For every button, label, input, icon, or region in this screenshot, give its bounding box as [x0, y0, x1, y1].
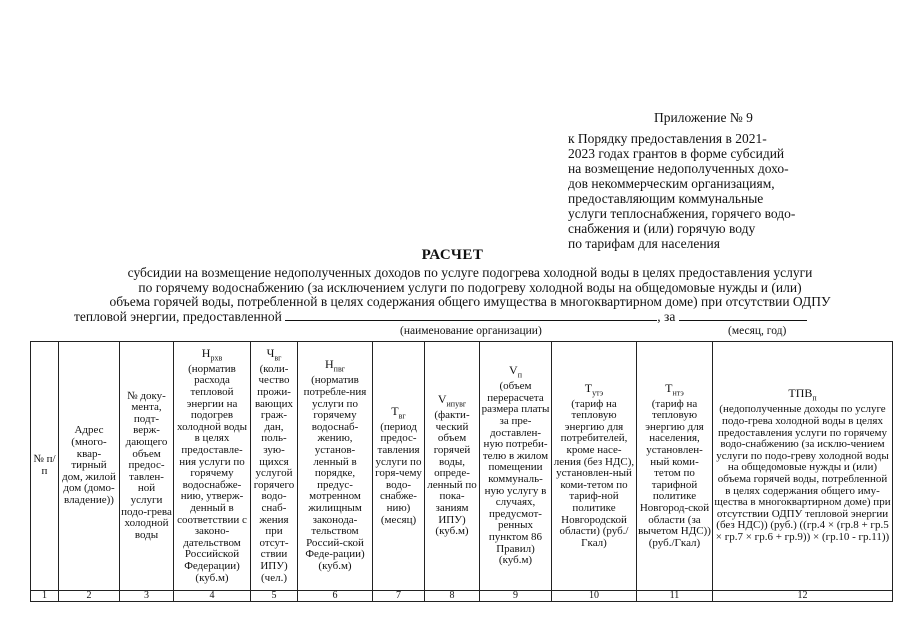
- document-heading: РАСЧЕТ: [421, 247, 484, 263]
- formula-symbol: $V_{ипувг}$: [437, 392, 467, 409]
- appendix-line: предоставляющим коммунальные: [568, 191, 764, 206]
- formula-symbol: $V_п$: [509, 363, 522, 380]
- period-blank[interactable]: [679, 319, 807, 321]
- formula-symbol: $Н_{рхв}$: [201, 345, 223, 363]
- header-cell: Адрес (много-квар-тирный дом, жилой дом (домо-владение)): [59, 342, 120, 591]
- appendix-line: 2023 годах грантов в форме субсидий: [568, 146, 785, 161]
- header-cell: $Т_{вг}$ (период предос-тавления услуги по горя-чему водо-снабже-нию) (месяц): [373, 342, 425, 591]
- appendix-line: дов некоммерческим организациям,: [568, 176, 775, 191]
- organization-name-blank[interactable]: [285, 319, 657, 321]
- column-number: 1: [31, 591, 59, 602]
- subtitle-prefix: тепловой энергии, предоставленной: [74, 308, 282, 324]
- column-number: 10: [552, 591, 637, 602]
- subtitle-line: объема горячей воды, потребленной в целях содержания общего имущества в многоквартирном доме) при отсутствии ОДПУ: [109, 294, 831, 309]
- header-cell: $Т_{утэ}$ (тариф на тепловую энергию для потребителей, кроме насе-ления (без НДС), установлен-ный коми-тетом по тариф-ной политике Новгородской области) (руб./Гкал): [552, 342, 637, 591]
- column-number: 11: [637, 591, 713, 602]
- column-number-row: [31, 591, 893, 602]
- subtitle-period-prefix: , за: [657, 308, 676, 324]
- formula-symbol: $Т_{вг}$: [391, 403, 406, 421]
- column-number: 2: [59, 591, 120, 602]
- header-cell: $V_п$ (объем перерасчета размера платы за пре-доставлен-ную потреби-телю в жилом помещении коммуналь-ную услугу в случаях, предусмот-ренных пунктом 86 Правил) (куб.м): [480, 342, 552, 591]
- appendix-line: на возмещение недополученных дохо-: [568, 161, 789, 176]
- formula-symbol: $Т_{нтэ}$: [665, 380, 684, 398]
- subtitle-last-line: [40, 310, 900, 325]
- appendix-line: по тарифам для населения: [568, 236, 720, 251]
- organization-name-hint: (наименование организации): [400, 325, 542, 337]
- column-number: 3: [120, 591, 174, 602]
- appendix-reference: [568, 110, 868, 251]
- calculation-table: [30, 341, 893, 602]
- column-number: 6: [298, 591, 373, 602]
- formula-symbol: $Н_{пвг}$: [324, 357, 345, 374]
- header-cell: № п/п: [31, 342, 59, 591]
- column-number: 12: [713, 591, 893, 602]
- column-number: 9: [480, 591, 552, 602]
- header-cell: № доку-мента, подт-верж-дающего объем предос-тавлен-ной услуги подо-грева холодной воды: [120, 342, 174, 591]
- subtitle-line: по горячему водоснабжению (за исключением услуги по подогреву холодной воды на общедомовые нужды и (или): [138, 279, 802, 295]
- formula-symbol: $ТПВ_п$: [788, 386, 817, 403]
- column-number: 4: [174, 591, 251, 602]
- header-cell: $V_{ипувг}$ (факти-ческий объем горячей воды, опреде-ленный по пока-заниям ИПУ) (куб.м): [425, 342, 480, 591]
- subtitle-line: субсидии на возмещение недополученных доходов по услуге подогрева холодной воды в целях предоставления услуги: [127, 265, 813, 280]
- header-cell: $Ч_{вг}$ (коли-чество прожи-вающих граж-дан, поль-зую-щихся услугой горячего водо-снаб-жения при отсут-ствии ИПУ) (чел.): [251, 342, 298, 591]
- document-subtitle: [40, 266, 900, 324]
- header-cell: $Н_{пвг}$ (норматив потребле-ния услуги по горячему водоснаб-жению, установ-ленный в порядке, предус-мотренном жилищным законода-тельством Россий-ской Феде-рации) (куб.м): [298, 342, 373, 591]
- header-cell: $ТПВ_п$ (недополученные доходы по услуге подо-грева холодной воды в целях предоставления услуги по горячему водо-снабжению (за исклю-чением услуги по подо-греву холодной воды на общедомовые нужды и (или) объема горячей воды, потребленной в целях содержания общего иму-щества в многоквартирном доме) при отсутствии ОДПУ тепловой энергии (без НДС)) (руб.) ((гр.4 × (гр.8 + гр.5 × гр.7 × гр.6 + гр.9)) × (гр.10 - гр.11)): [713, 342, 893, 591]
- header-cell: $Н_{рхв}$ (норматив расхода тепловой энергии на подогрев холодной воды в целях предоставле-ния услуги по горячему водоснабже-нию, утверж-денный в соответствии с законо-дательством Российской Федерации) (куб.м): [174, 342, 251, 591]
- column-number: 8: [425, 591, 480, 602]
- formula-symbol: $Ч_{вг}$: [266, 345, 282, 363]
- appendix-line: снабжения и (или) горячую воду: [568, 221, 756, 236]
- appendix-title: Приложение № 9: [654, 110, 753, 125]
- column-number: 7: [373, 591, 425, 602]
- column-number: 5: [251, 591, 298, 602]
- appendix-line: услуги теплоснабжения, горячего водо-: [568, 206, 796, 221]
- table-header-row: [31, 342, 893, 591]
- appendix-line: к Порядку предоставления в 2021-: [568, 131, 767, 146]
- formula-symbol: $Т_{утэ}$: [584, 380, 604, 398]
- header-cell: $Т_{нтэ}$ (тариф на тепловую энергию для населения, установлен-ный коми-тетом по тарифной политике Новгород-ской области (за вычетом НДС)) (руб./Гкал): [637, 342, 713, 591]
- period-hint: (месяц, год): [728, 325, 787, 337]
